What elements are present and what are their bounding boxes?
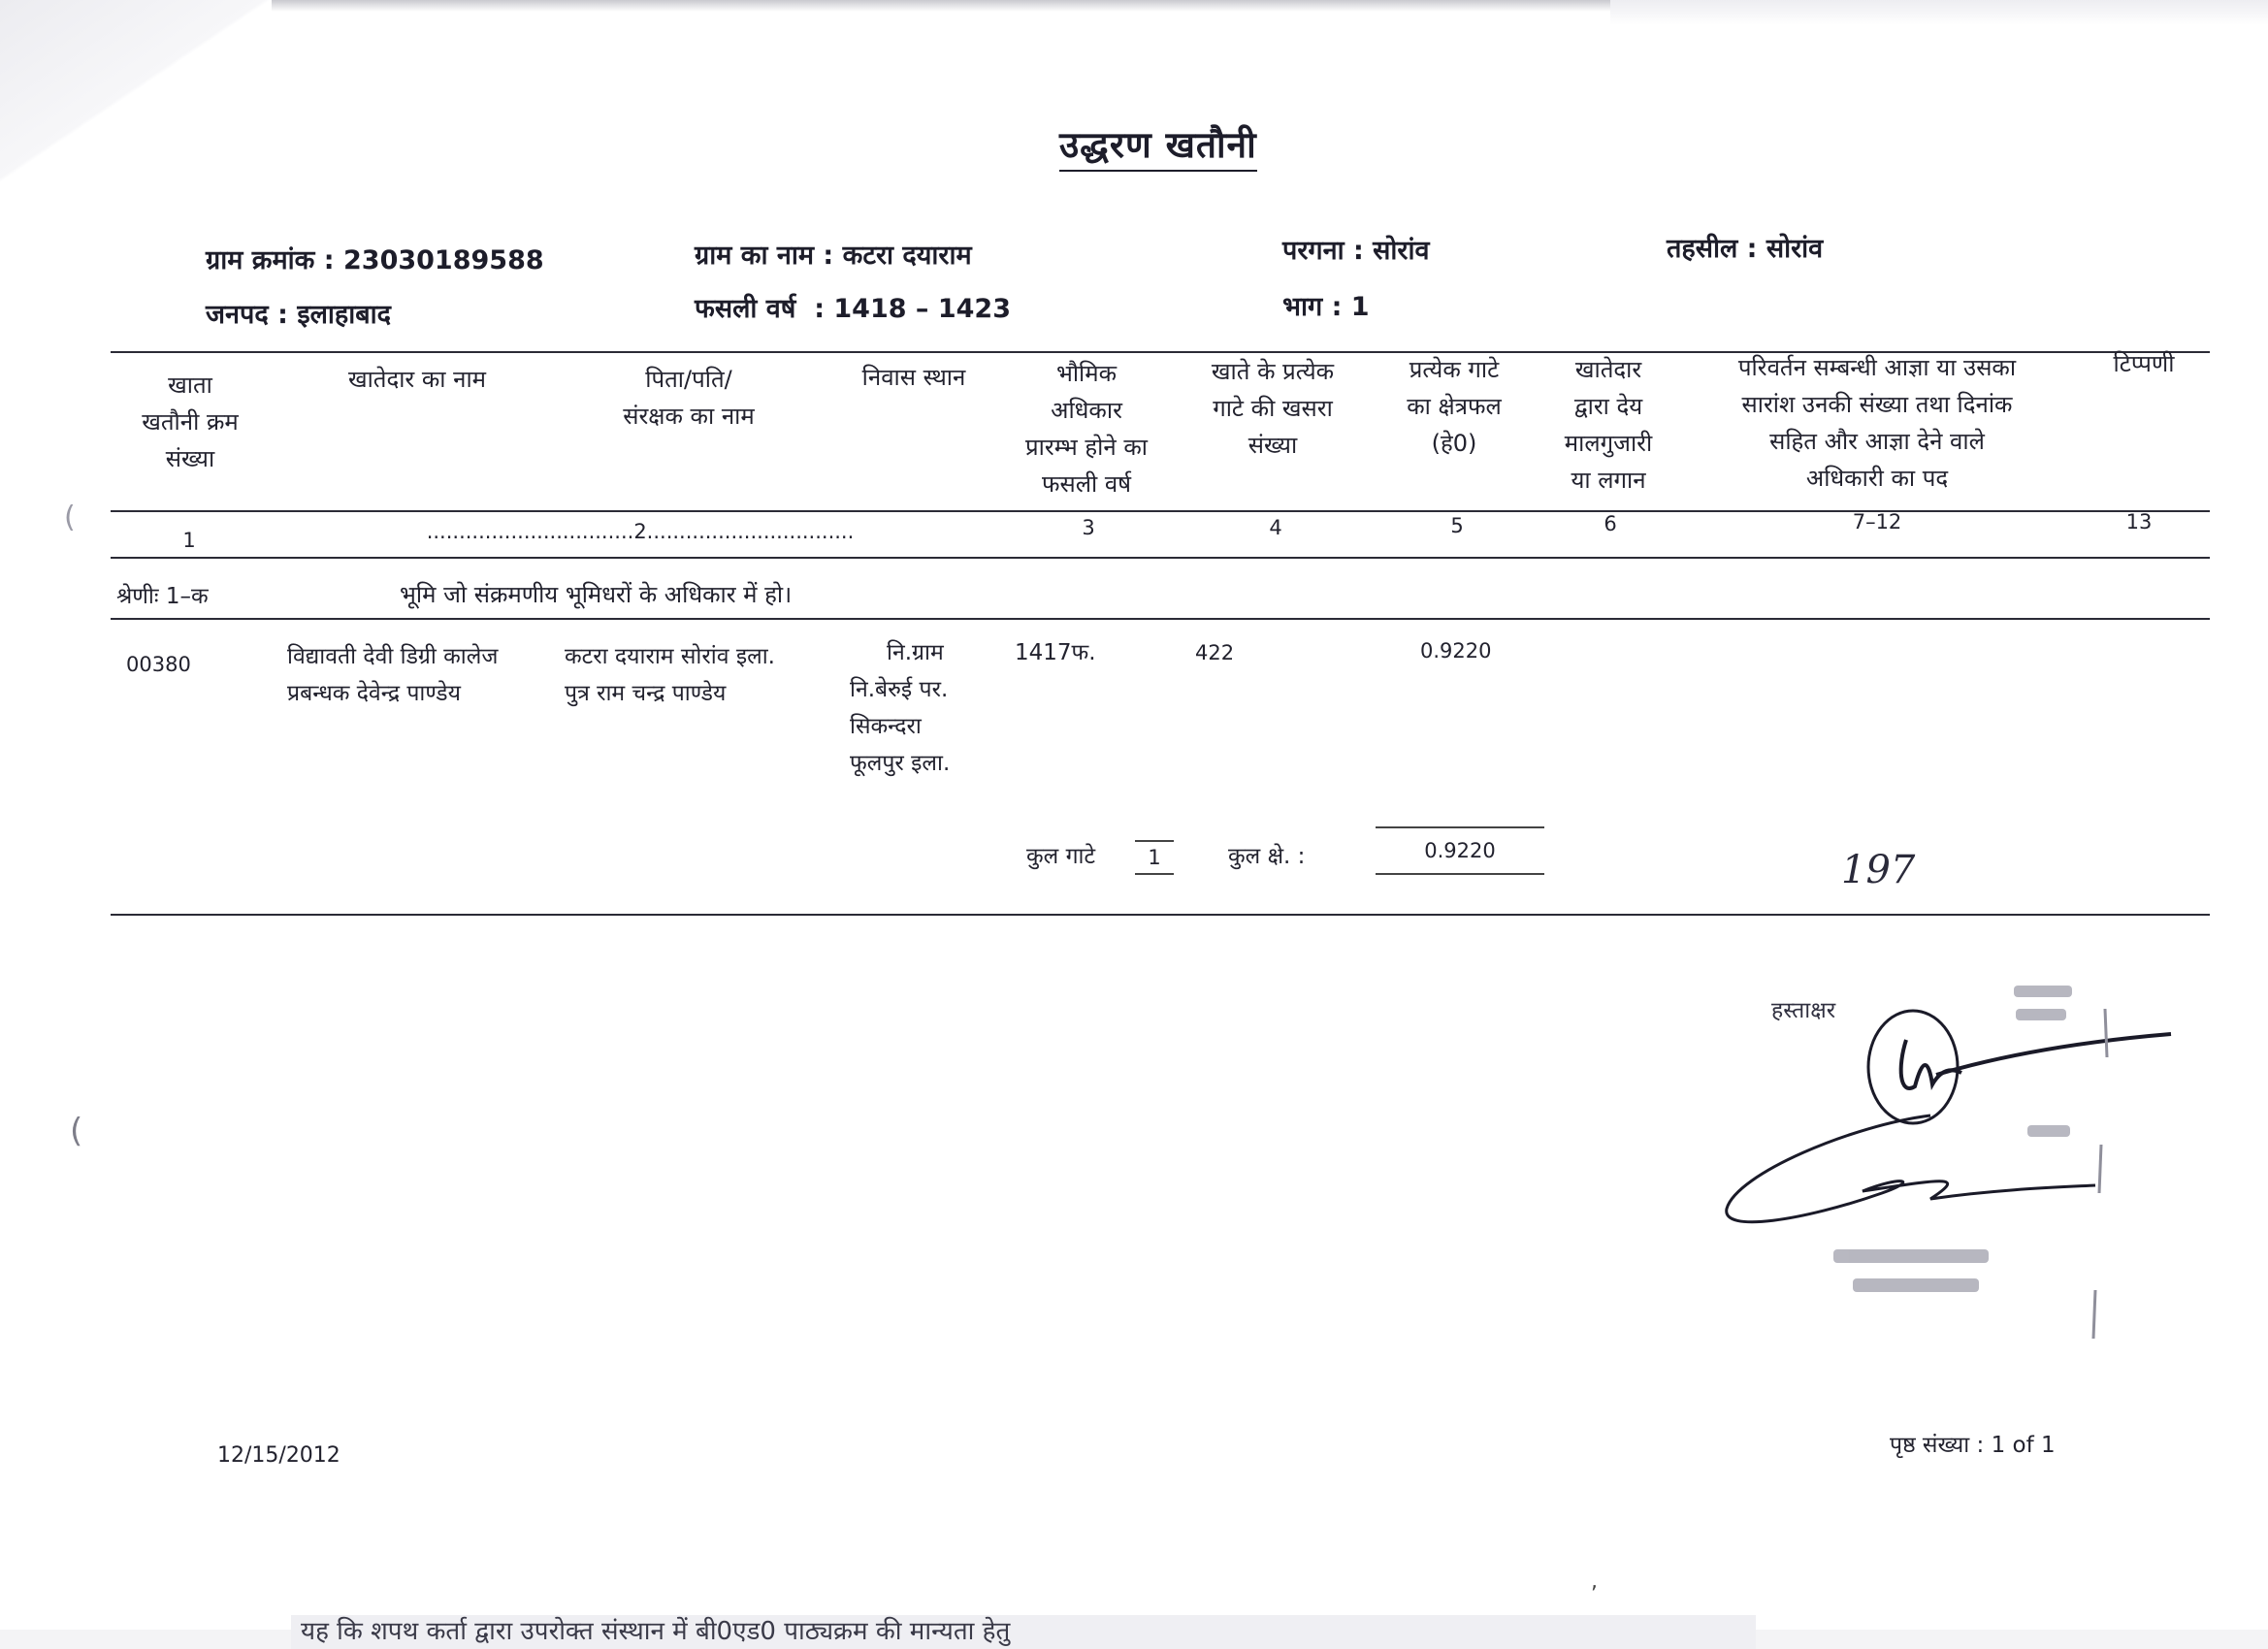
total-gaate-label: कुल गाटे — [1026, 844, 1096, 869]
record-guardian: कटरा दयाराम सोरांव इला. पुत्र राम चन्द्र पाण्डेय — [565, 644, 775, 706]
colnum-4: 4 — [1269, 516, 1282, 539]
margin-bracket-mark: ( — [64, 501, 76, 534]
next-page-strip: यह कि शपथ कर्ता द्वारा उपरोक्त संस्थान में बी0एड0 पाठ्यक्रम की मान्यता हेतु — [291, 1615, 1756, 1649]
print-date: 12/15/2012 — [217, 1443, 340, 1468]
signature-stamp-icon — [1707, 970, 2173, 1377]
scan-edge-right — [1610, 0, 2268, 25]
handwritten-number: 197 — [1841, 848, 1916, 892]
col-tippani: टिप्पणी — [2113, 350, 2175, 377]
record-khata: 00380 — [126, 653, 191, 676]
number-row-rule — [111, 557, 2210, 559]
col-kshetrafal: प्रत्येक गाटे का क्षेत्रफल (हे0) — [1407, 356, 1502, 457]
col-khatedar: खातेदार का नाम — [347, 366, 487, 393]
punch-hole-mark: ( — [70, 1112, 83, 1150]
record-khasra: 422 — [1195, 641, 1235, 664]
category-description: भूमि जो संक्रमणीय भूमिधरों के अधिकार में हो। — [400, 581, 793, 608]
bhag: भाग : 1 — [1282, 292, 1370, 322]
col-niwas: निवास स्थान — [861, 364, 966, 391]
total-gaate-value: 1 — [1135, 840, 1174, 875]
colnum-1: 1 — [182, 529, 196, 552]
table-bottom-rule — [111, 914, 2210, 916]
colnum-13: 13 — [2125, 510, 2153, 534]
col-malguzari: खातेदार द्वारा देय मालगुजारी या लगान — [1564, 356, 1653, 494]
janpad: जनपद : इलाहाबाद — [206, 300, 391, 330]
colnum-7-12: 7–12 — [1852, 510, 1902, 534]
tehsil: तहसील : सोरांव — [1667, 234, 1824, 264]
dot-mark: , — [1591, 1569, 1598, 1594]
colnum-5: 5 — [1450, 514, 1464, 537]
record-year: 1417फ. — [1015, 640, 1096, 665]
signature-label: हस्ताक्षर — [1771, 998, 1836, 1023]
colnum-6: 6 — [1604, 512, 1617, 535]
col-parivartan: परिवर्तन सम्बन्धी आज्ञा या उसका सारांश उनकी संख्या तथा दिनांक सहित और आज्ञा देने वाले अधिकारी का पद — [1737, 354, 2017, 492]
category-label: श्रेणीः 1–क — [116, 584, 209, 609]
pargana: परगना : सोरांव — [1282, 236, 1430, 266]
gram-kramank: ग्राम क्रमांक : 23030189588 — [206, 245, 544, 275]
record-owner: विद्यावती देवी डिग्री कालेज प्रबन्धक देवेन्द्र पाण्डेय — [287, 644, 499, 706]
total-kshe-label: कुल क्षे. : — [1228, 844, 1306, 869]
colnum-3: 3 — [1082, 516, 1095, 539]
col-khasra: खाते के प्रत्येक गाटे की खसरा संख्या — [1211, 358, 1335, 459]
category-rule — [111, 618, 2210, 620]
colnum-2: ................................2................................ — [426, 520, 855, 543]
col-pita: पिता/पति/ संरक्षक का नाम — [623, 366, 755, 430]
document-title: उद्धरण खतौनी — [1059, 118, 1257, 172]
record-area: 0.9220 — [1420, 639, 1492, 663]
col-khata: खाता खतौनी क्रम संख्या — [142, 372, 239, 472]
total-kshe-value: 0.9220 — [1376, 826, 1544, 875]
gram-naam: ग्राम का नाम : कटरा दयाराम — [695, 241, 972, 271]
record-residence: नि.ग्राम नि.बेरुई पर. सिकन्दरा फूलपुर इला. — [850, 640, 951, 776]
scan-edge-top — [272, 0, 1610, 12]
fasli-varsh: फसली वर्ष : 1418 – 1423 — [695, 294, 1011, 324]
col-bhaumik: भौमिक अधिकार प्रारम्भ होने का फसली वर्ष — [1025, 360, 1148, 498]
scan-shadow — [0, 0, 349, 233]
page-number: पृष्ठ संख्या : 1 of 1 — [1890, 1433, 2056, 1458]
